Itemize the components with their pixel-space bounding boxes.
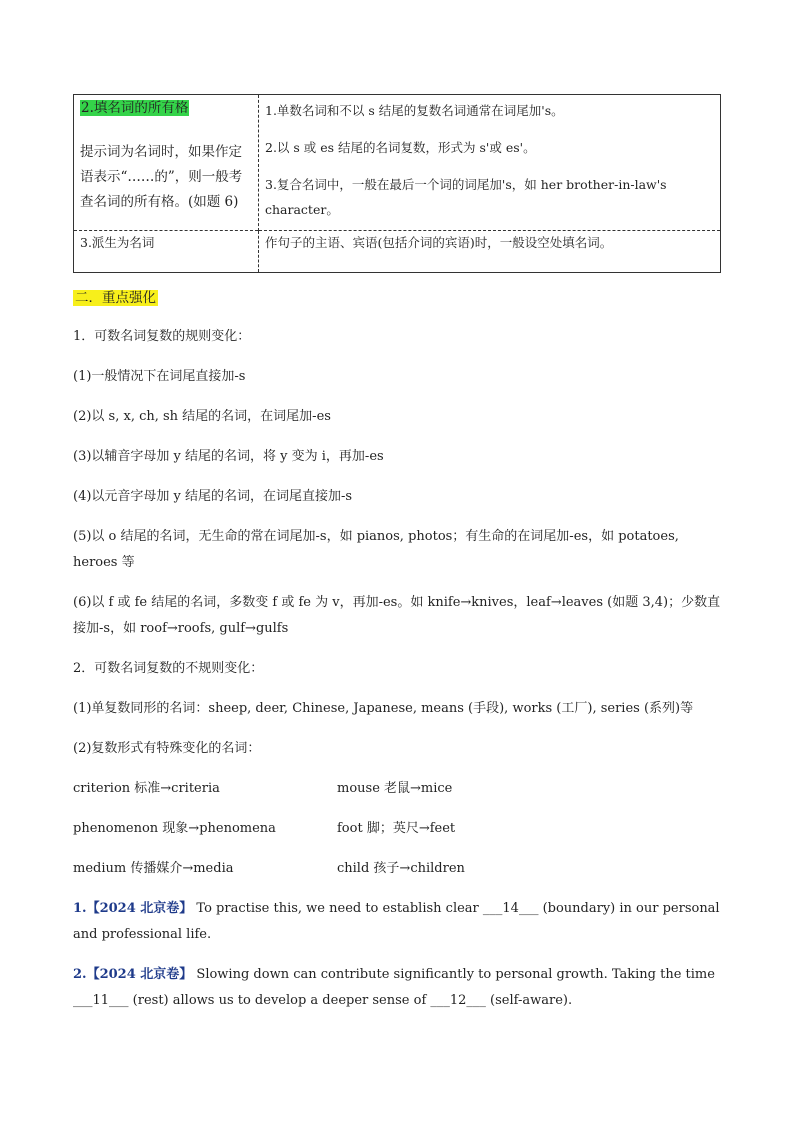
plural-pair-row <box>73 776 723 802</box>
list-item: (3)以辅音字母加 y 结尾的名词，将 y 变为 i，再加-es <box>73 449 384 464</box>
rule-detail-cell <box>259 231 721 273</box>
plural-pair: phenomenon 现象→phenomena <box>73 821 276 836</box>
list-item: (4)以元音字母加 y 结尾的名词，在词尾直接加-s <box>73 489 353 504</box>
plural-pair: child 孩子→children <box>337 861 465 876</box>
question-number: 1.【2024 北京卷】 <box>73 901 193 916</box>
question-number: 2.【2024 北京卷】 <box>73 967 193 982</box>
question-text: Slowing down can contribute significantly to personal growth. Taking the time ___11___ (rest) allows us to develop a deeper sense of ___12___ (self-aware). <box>73 967 715 1008</box>
section-title <box>73 286 158 306</box>
list-item: (2)以 s, x, ch, sh 结尾的名词，在词尾加-es <box>73 409 331 424</box>
rule-detail-cell <box>259 95 721 231</box>
plural-pair-row <box>73 816 723 842</box>
rule-item: 2.以 s 或 es 结尾的名词复数，形式为 s'或 es'。 <box>265 140 536 155</box>
plural-pair: foot 脚；英尺→feet <box>337 821 456 836</box>
list-item: (2)复数形式有特殊变化的名词： <box>73 741 261 756</box>
plural-pair: medium 传播媒介→media <box>73 861 234 876</box>
question <box>73 962 723 1014</box>
content-body <box>73 324 723 1014</box>
question <box>73 896 723 948</box>
rule-category-cell <box>74 231 259 273</box>
list-item: (6)以 f 或 fe 结尾的名词，多数变 f 或 fe 为 v，再加-es。如 knife→knives，leaf→leaves (如题 3,4)；少数直接加-s，如 roof→roofs, gulf→gulfs <box>73 595 721 636</box>
table-row <box>74 95 721 231</box>
section-title-text: 二．重点强化 <box>75 290 156 306</box>
rule-item: 3.复合名词中，一般在最后一个词的词尾加's，如 her brother-in-law's character。 <box>265 177 667 217</box>
rule-label: 3.派生为名词 <box>80 235 155 250</box>
list-item: (1)一般情况下在词尾直接加-s <box>73 369 246 384</box>
plural-pair-row <box>73 856 723 882</box>
rule-item: 作句子的主语、宾语(包括介词的宾语)时，一般设空处填名词。 <box>265 235 613 250</box>
regular-heading: 1．可数名词复数的规则变化： <box>73 329 251 344</box>
rule-category-cell <box>74 95 259 231</box>
list-item: (5)以 o 结尾的名词，无生命的常在词尾加-s，如 pianos, photos；有生命的在词尾加-es，如 potatoes, heroes 等 <box>73 529 679 570</box>
plural-pair: mouse 老鼠→mice <box>337 781 453 796</box>
table-row <box>74 231 721 273</box>
irregular-heading: 2．可数名词复数的不规则变化： <box>73 661 264 676</box>
rule-description: 提示词为名词时，如果作定语表示“……的”，则一般考查名词的所有格。(如题 6) <box>80 144 243 211</box>
plural-pair: criterion 标准→criteria <box>73 781 220 796</box>
question-text: To practise this, we need to establish clear ___14___ (boundary) in our personal and professional life. <box>73 901 720 942</box>
rule-tag: 2.填名词的所有格 <box>81 100 189 116</box>
rules-table <box>73 94 721 273</box>
rule-item: 1.单数名词和不以 s 结尾的复数名词通常在词尾加's。 <box>265 103 564 118</box>
list-item: (1)单复数同形的名词：sheep, deer, Chinese, Japanese, means (手段), works (工厂), series (系列)等 <box>73 701 694 716</box>
